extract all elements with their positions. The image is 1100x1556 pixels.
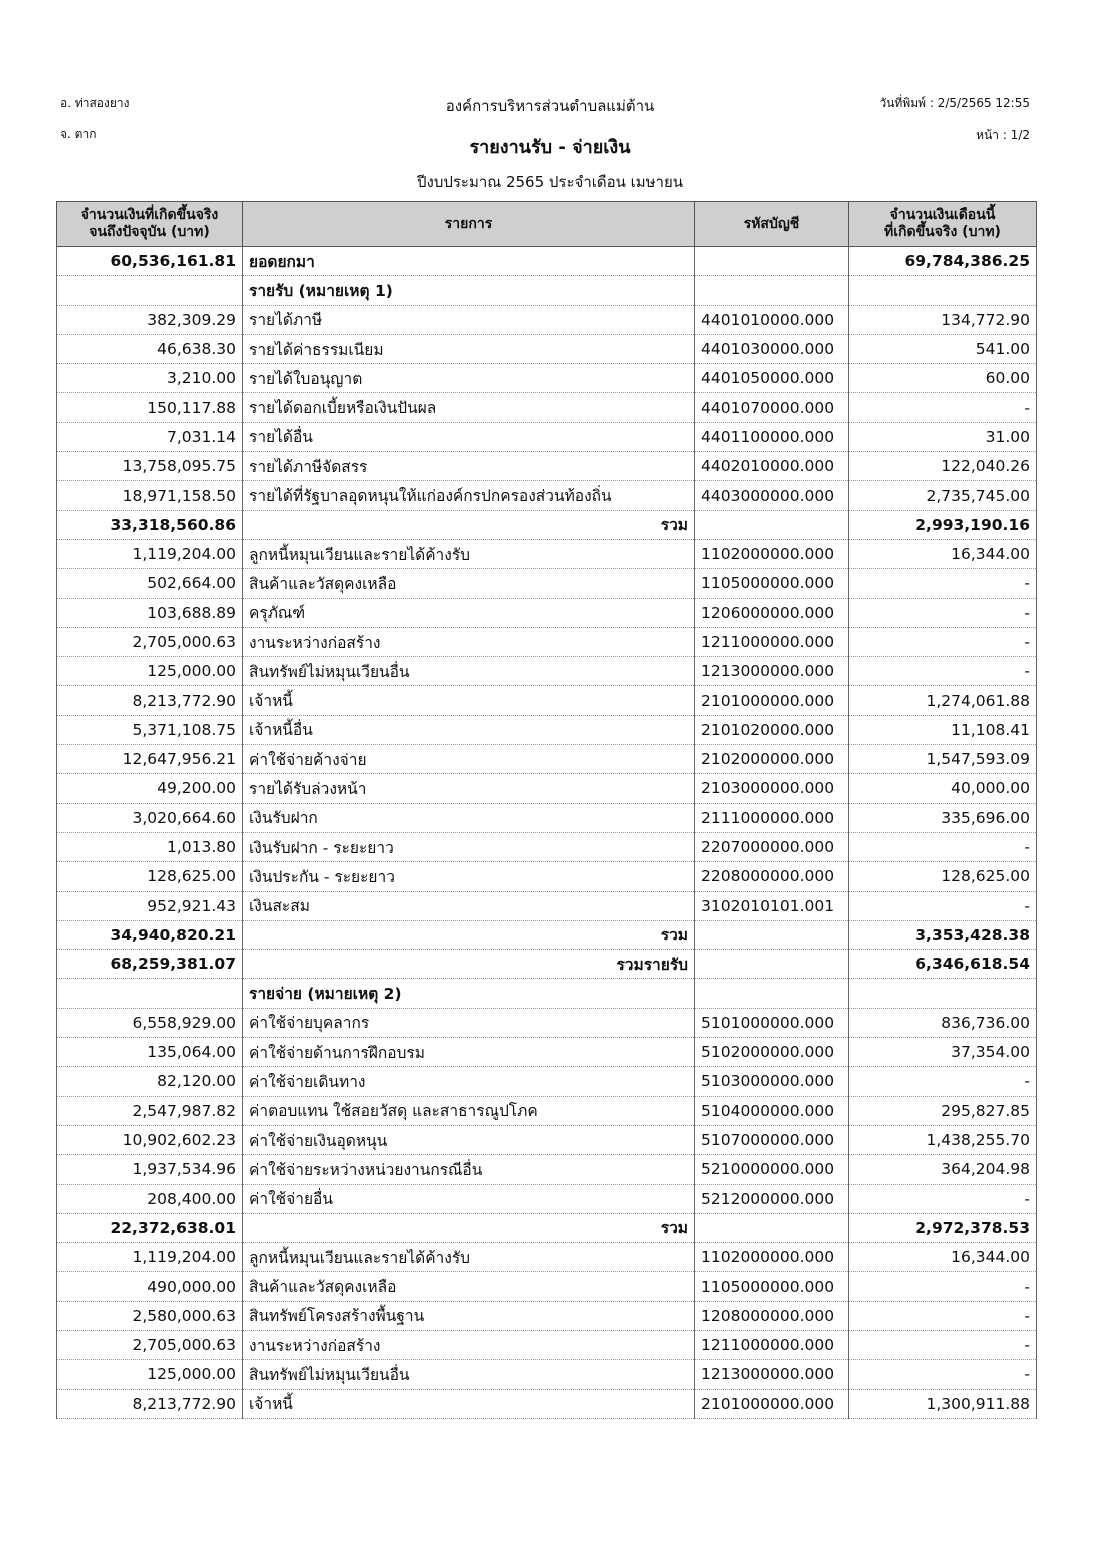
col-header-cumulative-line1: จำนวนเงินที่เกิดขึ้นจริง [80, 207, 219, 223]
item-name-cell: รวมรายรับ [243, 950, 695, 979]
table-row [57, 481, 1037, 510]
cumulative-amount-cell: 1,013.80 [57, 832, 243, 861]
table-row [57, 422, 1037, 451]
report-body [57, 247, 1037, 1419]
item-name-cell: รายได้ภาษี [243, 305, 695, 334]
month-amount-cell [849, 979, 1037, 1008]
account-code-cell: 2207000000.000 [695, 832, 849, 861]
table-row [57, 1272, 1037, 1301]
table-row [57, 1243, 1037, 1272]
table-row [57, 657, 1037, 686]
cumulative-amount-cell: 68,259,381.07 [57, 950, 243, 979]
table-row [57, 920, 1037, 949]
cumulative-amount-cell: 128,625.00 [57, 862, 243, 891]
month-amount-cell: 541.00 [849, 334, 1037, 363]
account-code-cell [695, 247, 849, 276]
account-code-cell: 1211000000.000 [695, 1330, 849, 1359]
month-amount-cell: 364,204.98 [849, 1155, 1037, 1184]
month-amount-cell: - [849, 832, 1037, 861]
col-header-item: รายการ [243, 202, 695, 247]
item-name-cell: สินค้าและวัสดุคงเหลือ [243, 1272, 695, 1301]
province-label: จ. ตาก [60, 127, 97, 141]
col-header-account-code: รหัสบัญชี [695, 202, 849, 247]
cumulative-amount-cell: 490,000.00 [57, 1272, 243, 1301]
account-code-cell: 5212000000.000 [695, 1184, 849, 1213]
cumulative-amount-cell: 34,940,820.21 [57, 920, 243, 949]
month-amount-cell: - [849, 891, 1037, 920]
month-amount-cell: 128,625.00 [849, 862, 1037, 891]
account-code-cell: 5210000000.000 [695, 1155, 849, 1184]
item-name-cell: รายจ่าย (หมายเหตุ 2) [243, 979, 695, 1008]
account-code-cell: 4401030000.000 [695, 334, 849, 363]
table-row [57, 950, 1037, 979]
table-row [57, 745, 1037, 774]
table-row [57, 1213, 1037, 1242]
account-code-cell [695, 510, 849, 539]
table-row [57, 1067, 1037, 1096]
item-name-cell: งานระหว่างก่อสร้าง [243, 627, 695, 656]
month-amount-cell: 40,000.00 [849, 774, 1037, 803]
table-row [57, 598, 1037, 627]
table-row [57, 627, 1037, 656]
item-name-cell: เงินประกัน - ระยะยาว [243, 862, 695, 891]
month-amount-cell: - [849, 1272, 1037, 1301]
item-name-cell: ค่าใช้จ่ายอื่น [243, 1184, 695, 1213]
account-code-cell: 2101020000.000 [695, 715, 849, 744]
table-row [57, 1155, 1037, 1184]
item-name-cell: เงินรับฝาก - ระยะยาว [243, 832, 695, 861]
report-title: รายงานรับ - จ่ายเงิน [469, 137, 631, 158]
item-name-cell: ค่าตอบแทน ใช้สอยวัสดุ และสาธารณูปโภค [243, 1096, 695, 1125]
month-amount-cell: 134,772.90 [849, 305, 1037, 334]
account-code-cell: 1206000000.000 [695, 598, 849, 627]
table-row [57, 1301, 1037, 1330]
month-amount-cell: 31.00 [849, 422, 1037, 451]
item-name-cell: สินทรัพย์ไม่หมุนเวียนอื่น [243, 657, 695, 686]
account-code-cell: 5107000000.000 [695, 1125, 849, 1154]
cumulative-amount-cell: 7,031.14 [57, 422, 243, 451]
item-name-cell: สินทรัพย์ไม่หมุนเวียนอื่น [243, 1360, 695, 1389]
cumulative-amount-cell: 125,000.00 [57, 1360, 243, 1389]
table-row [57, 510, 1037, 539]
item-name-cell: รายได้ใบอนุญาต [243, 364, 695, 393]
cumulative-amount-cell: 135,064.00 [57, 1038, 243, 1067]
table-row [57, 1389, 1037, 1418]
table-row [57, 862, 1037, 891]
table-row [57, 539, 1037, 568]
month-amount-cell: 2,972,378.53 [849, 1213, 1037, 1242]
month-amount-cell: 295,827.85 [849, 1096, 1037, 1125]
account-code-cell: 2111000000.000 [695, 803, 849, 832]
account-code-cell: 1213000000.000 [695, 657, 849, 686]
item-name-cell: สินทรัพย์โครงสร้างพื้นฐาน [243, 1301, 695, 1330]
item-name-cell: ลูกหนี้หมุนเวียนและรายได้ค้างรับ [243, 539, 695, 568]
cumulative-amount-cell: 82,120.00 [57, 1067, 243, 1096]
item-name-cell: รายรับ (หมายเหตุ 1) [243, 276, 695, 305]
account-code-cell: 4401070000.000 [695, 393, 849, 422]
month-amount-cell: - [849, 657, 1037, 686]
cumulative-amount-cell: 8,213,772.90 [57, 1389, 243, 1418]
item-name-cell: เจ้าหนี้อื่น [243, 715, 695, 744]
item-name-cell: ค่าใช้จ่ายเดินทาง [243, 1067, 695, 1096]
table-row [57, 393, 1037, 422]
cumulative-amount-cell: 952,921.43 [57, 891, 243, 920]
cumulative-amount-cell [57, 276, 243, 305]
account-code-cell: 1105000000.000 [695, 1272, 849, 1301]
item-name-cell: งานระหว่างก่อสร้าง [243, 1330, 695, 1359]
month-amount-cell: - [849, 1301, 1037, 1330]
month-amount-cell [849, 276, 1037, 305]
item-name-cell: เจ้าหนี้ [243, 1389, 695, 1418]
account-code-cell: 4403000000.000 [695, 481, 849, 510]
cumulative-amount-cell: 33,318,560.86 [57, 510, 243, 539]
table-row [57, 1096, 1037, 1125]
month-amount-cell: - [849, 1067, 1037, 1096]
account-code-cell: 5101000000.000 [695, 1008, 849, 1037]
cumulative-amount-cell: 60,536,161.81 [57, 247, 243, 276]
table-row [57, 305, 1037, 334]
table-row [57, 276, 1037, 305]
account-code-cell: 1102000000.000 [695, 1243, 849, 1272]
item-name-cell: ค่าใช้จ่ายบุคลากร [243, 1008, 695, 1037]
table-row [57, 1038, 1037, 1067]
cumulative-amount-cell: 22,372,638.01 [57, 1213, 243, 1242]
month-amount-cell: - [849, 627, 1037, 656]
month-amount-cell: - [849, 1360, 1037, 1389]
cumulative-amount-cell: 1,119,204.00 [57, 539, 243, 568]
col-header-cumulative-line2: จนถึงปัจจุบัน (บาท) [89, 224, 210, 240]
table-row [57, 803, 1037, 832]
table-row [57, 1330, 1037, 1359]
item-name-cell: ค่าใช้จ่ายเงินอุดหนุน [243, 1125, 695, 1154]
organization-name: องค์การบริหารส่วนตำบลแม่ต้าน [445, 97, 655, 115]
cumulative-amount-cell: 5,371,108.75 [57, 715, 243, 744]
cumulative-amount-cell: 1,937,534.96 [57, 1155, 243, 1184]
col-header-month-line1: จำนวนเงินเดือนนี้ [889, 207, 996, 223]
account-code-cell: 4401050000.000 [695, 364, 849, 393]
table-row [57, 1008, 1037, 1037]
item-name-cell: ลูกหนี้หมุนเวียนและรายได้ค้างรับ [243, 1243, 695, 1272]
col-header-month [849, 202, 1037, 247]
cumulative-amount-cell: 125,000.00 [57, 657, 243, 686]
month-amount-cell: 37,354.00 [849, 1038, 1037, 1067]
account-code-cell: 2208000000.000 [695, 862, 849, 891]
cumulative-amount-cell: 18,971,158.50 [57, 481, 243, 510]
item-name-cell: รายได้ที่รัฐบาลอุดหนุนให้แก่องค์กรปกครองส่วนท้องถิ่น [243, 481, 695, 510]
item-name-cell: รายได้รับล่วงหน้า [243, 774, 695, 803]
page-number: หน้า : 1/2 [976, 128, 1030, 142]
table-row [57, 686, 1037, 715]
account-code-cell: 4402010000.000 [695, 452, 849, 481]
month-amount-cell: 60.00 [849, 364, 1037, 393]
table-row [57, 715, 1037, 744]
table-row [57, 832, 1037, 861]
table-row [57, 334, 1037, 363]
account-code-cell: 1213000000.000 [695, 1360, 849, 1389]
cumulative-amount-cell: 2,580,000.63 [57, 1301, 243, 1330]
table-row [57, 1125, 1037, 1154]
account-code-cell: 2101000000.000 [695, 686, 849, 715]
account-code-cell: 2101000000.000 [695, 1389, 849, 1418]
item-name-cell: รายได้ค่าธรรมเนียม [243, 334, 695, 363]
month-amount-cell: 1,547,593.09 [849, 745, 1037, 774]
cumulative-amount-cell: 2,705,000.63 [57, 627, 243, 656]
item-name-cell: รวม [243, 510, 695, 539]
cumulative-amount-cell: 3,210.00 [57, 364, 243, 393]
table-row [57, 891, 1037, 920]
cumulative-amount-cell: 49,200.00 [57, 774, 243, 803]
table-row [57, 1360, 1037, 1389]
month-amount-cell: 69,784,386.25 [849, 247, 1037, 276]
month-amount-cell: 16,344.00 [849, 1243, 1037, 1272]
item-name-cell: ค่าใช้จ่ายระหว่างหน่วยงานกรณีอื่น [243, 1155, 695, 1184]
cumulative-amount-cell: 382,309.29 [57, 305, 243, 334]
cumulative-amount-cell: 10,902,602.23 [57, 1125, 243, 1154]
item-name-cell: สินค้าและวัสดุคงเหลือ [243, 569, 695, 598]
month-amount-cell: - [849, 598, 1037, 627]
account-code-cell [695, 979, 849, 1008]
month-amount-cell: - [849, 1330, 1037, 1359]
account-code-cell: 1208000000.000 [695, 1301, 849, 1330]
item-name-cell: รายได้ภาษีจัดสรร [243, 452, 695, 481]
cumulative-amount-cell: 150,117.88 [57, 393, 243, 422]
report-table [56, 201, 1037, 1419]
cumulative-amount-cell: 13,758,095.75 [57, 452, 243, 481]
month-amount-cell: 122,040.26 [849, 452, 1037, 481]
account-code-cell: 2103000000.000 [695, 774, 849, 803]
account-code-cell [695, 920, 849, 949]
cumulative-amount-cell: 46,638.30 [57, 334, 243, 363]
printed-date: วันที่พิมพ์ : 2/5/2565 12:55 [879, 96, 1030, 110]
table-row [57, 569, 1037, 598]
month-amount-cell: 2,735,745.00 [849, 481, 1037, 510]
item-name-cell: รายได้ดอกเบี้ยหรือเงินปันผล [243, 393, 695, 422]
item-name-cell: รวม [243, 920, 695, 949]
account-code-cell: 2102000000.000 [695, 745, 849, 774]
cumulative-amount-cell: 3,020,664.60 [57, 803, 243, 832]
account-code-cell: 5103000000.000 [695, 1067, 849, 1096]
cumulative-amount-cell: 208,400.00 [57, 1184, 243, 1213]
item-name-cell: ค่าใช้จ่ายด้านการฝึกอบรม [243, 1038, 695, 1067]
account-code-cell: 1102000000.000 [695, 539, 849, 568]
col-header-month-line2: ที่เกิดขึ้นจริง (บาท) [884, 224, 1001, 240]
item-name-cell: รวม [243, 1213, 695, 1242]
month-amount-cell: 16,344.00 [849, 539, 1037, 568]
col-header-cumulative [57, 202, 243, 247]
item-name-cell: ครุภัณฑ์ [243, 598, 695, 627]
month-amount-cell: 6,346,618.54 [849, 950, 1037, 979]
month-amount-cell: - [849, 393, 1037, 422]
report-subtitle: ปีงบประมาณ 2565 ประจำเดือน เมษายน [416, 173, 684, 191]
month-amount-cell: 2,993,190.16 [849, 510, 1037, 539]
cumulative-amount-cell: 8,213,772.90 [57, 686, 243, 715]
month-amount-cell: - [849, 1184, 1037, 1213]
cumulative-amount-cell: 502,664.00 [57, 569, 243, 598]
cumulative-amount-cell: 103,688.89 [57, 598, 243, 627]
account-code-cell: 4401010000.000 [695, 305, 849, 334]
table-header-row [57, 202, 1037, 247]
table-row [57, 247, 1037, 276]
month-amount-cell: 1,274,061.88 [849, 686, 1037, 715]
account-code-cell: 1105000000.000 [695, 569, 849, 598]
item-name-cell: เงินรับฝาก [243, 803, 695, 832]
district-label: อ. ท่าสองยาง [60, 96, 130, 110]
cumulative-amount-cell: 12,647,956.21 [57, 745, 243, 774]
table-row [57, 1184, 1037, 1213]
cumulative-amount-cell: 1,119,204.00 [57, 1243, 243, 1272]
month-amount-cell: 3,353,428.38 [849, 920, 1037, 949]
item-name-cell: ค่าใช้จ่ายค้างจ่าย [243, 745, 695, 774]
account-code-cell: 4401100000.000 [695, 422, 849, 451]
cumulative-amount-cell: 6,558,929.00 [57, 1008, 243, 1037]
item-name-cell: ยอดยกมา [243, 247, 695, 276]
month-amount-cell: 836,736.00 [849, 1008, 1037, 1037]
account-code-cell: 5104000000.000 [695, 1096, 849, 1125]
table-row [57, 979, 1037, 1008]
table-row [57, 364, 1037, 393]
table-row [57, 452, 1037, 481]
month-amount-cell: - [849, 569, 1037, 598]
table-row [57, 774, 1037, 803]
account-code-cell [695, 1213, 849, 1242]
cumulative-amount-cell: 2,547,987.82 [57, 1096, 243, 1125]
account-code-cell [695, 276, 849, 305]
month-amount-cell: 335,696.00 [849, 803, 1037, 832]
cumulative-amount-cell: 2,705,000.63 [57, 1330, 243, 1359]
month-amount-cell: 11,108.41 [849, 715, 1037, 744]
item-name-cell: เงินสะสม [243, 891, 695, 920]
account-code-cell: 5102000000.000 [695, 1038, 849, 1067]
item-name-cell: รายได้อื่น [243, 422, 695, 451]
account-code-cell: 1211000000.000 [695, 627, 849, 656]
month-amount-cell: 1,438,255.70 [849, 1125, 1037, 1154]
account-code-cell [695, 950, 849, 979]
month-amount-cell: 1,300,911.88 [849, 1389, 1037, 1418]
item-name-cell: เจ้าหนี้ [243, 686, 695, 715]
cumulative-amount-cell [57, 979, 243, 1008]
account-code-cell: 3102010101.001 [695, 891, 849, 920]
